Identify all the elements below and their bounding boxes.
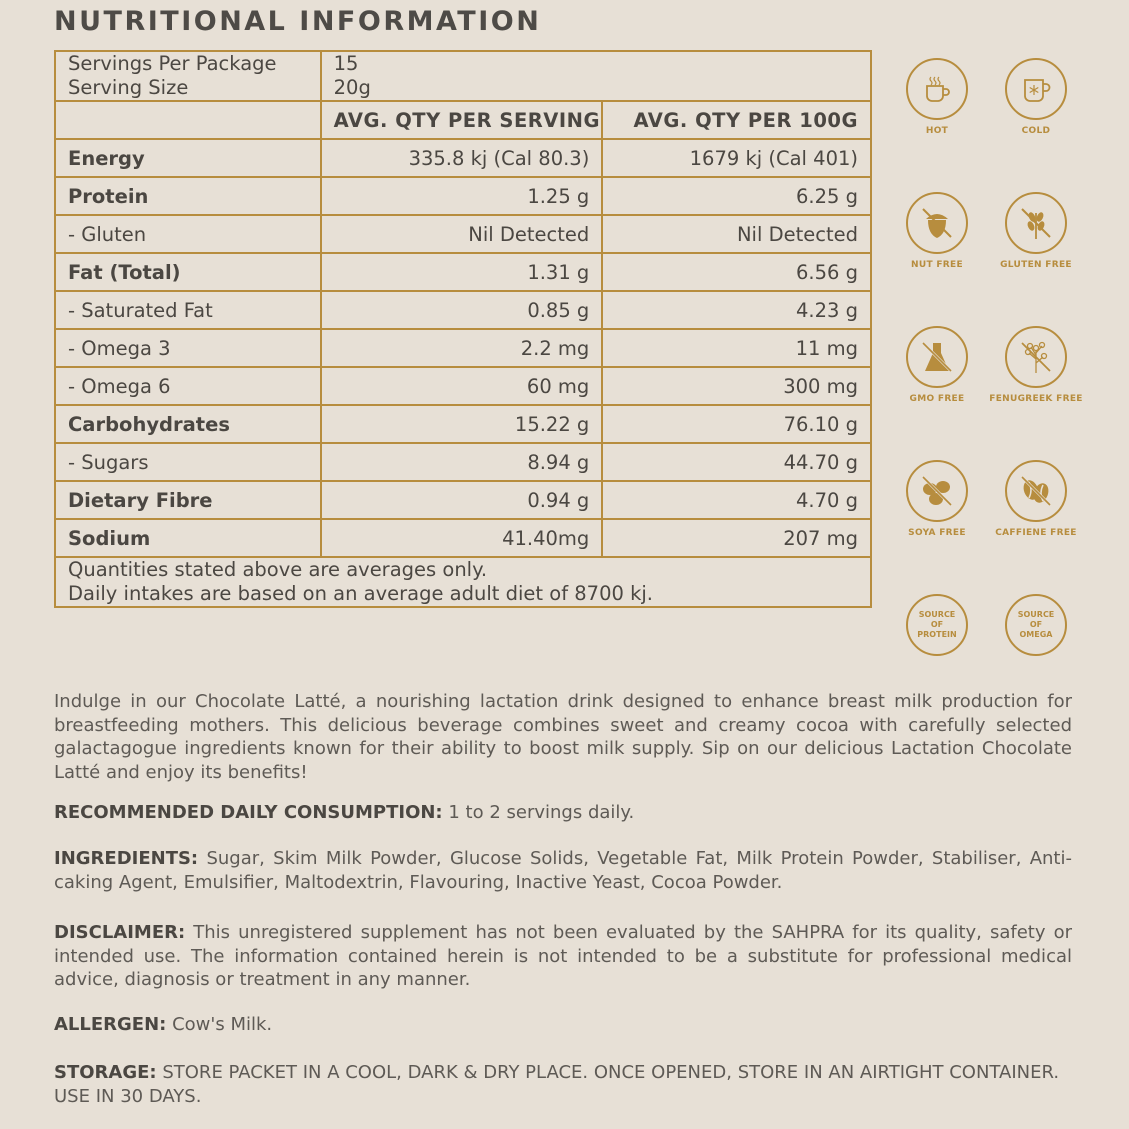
allergen-text: Cow's Milk. [172,1014,273,1035]
servings-labels [55,51,321,101]
soya-free-label: SOYA FREE [908,528,966,538]
source-of-omega-text: SOURCE OF OMEGA [1017,610,1055,639]
page-title: NUTRITIONAL INFORMATION [54,6,542,37]
footnote-row [55,557,871,607]
nutrient-per-100g: 4.70 g [602,481,871,519]
nutrient-per-serving: 15.22 g [321,405,603,443]
nutrient-name: - Omega 6 [55,367,321,405]
nutrient-name: - Omega 3 [55,329,321,367]
caffeine-free-icon [1005,460,1067,522]
nutrient-row [55,367,871,405]
nutrient-per-100g: 76.10 g [602,405,871,443]
source-of-protein-icon [906,594,968,656]
disclaimer-text: This unregistered supplement has not been evaluated by the SAHPRA for its quality, safety or intended use. The information contained herein is not intended to be a substitute for professional medical advice, diagnosis or treatment in any manner. [54,922,1072,990]
storage-text: STORE PACKET IN A COOL, DARK & DRY PLACE. ONCE OPENED, STORE IN AN AIRTIGHT CONTAINER. USE IN 30 DAYS. [54,1062,1060,1107]
serving-size-value: 20g [333,76,371,99]
storage-section [54,1061,1072,1108]
nutrient-row [55,519,871,557]
source-of-protein-text: SOURCE OF PROTEIN [917,610,957,639]
serving-size-label: Serving Size [68,76,189,99]
fenugreek-free-icon [1005,326,1067,388]
nut-free-icon [906,192,968,254]
nutrient-name: - Saturated Fat [55,291,321,329]
nutrient-row [55,443,871,481]
source-of-protein-badge [887,594,987,656]
nutrient-row [55,253,871,291]
nutrient-name: Energy [55,139,321,177]
nutrient-per-serving: 8.94 g [321,443,603,481]
footnote-averages: Quantities stated above are averages only. [68,558,488,581]
gmo-free-badge [887,326,987,404]
gluten-free-badge [986,192,1086,270]
nutrient-per-serving: 2.2 mg [321,329,603,367]
nut-free-label: NUT FREE [911,260,963,270]
nutrient-rows [55,139,871,557]
nutrient-name: - Gluten [55,215,321,253]
nutrient-per-100g: 300 mg [602,367,871,405]
column-header-row [55,101,871,139]
nutrient-per-100g: Nil Detected [602,215,871,253]
footnote-daily-intake: Daily intakes are based on an average adult diet of 8700 kj. [68,582,653,605]
source-of-omega-icon [1005,594,1067,656]
nutrient-per-100g: 4.23 g [602,291,871,329]
nutrient-per-100g: 6.25 g [602,177,871,215]
gluten-free-icon [1005,192,1067,254]
header-per-100g: AVG. QTY PER 100G [602,101,871,139]
nutrient-name: Carbohydrates [55,405,321,443]
gmo-free-icon [906,326,968,388]
header-per-serving: AVG. QTY PER SERVING [321,101,603,139]
nut-free-badge [887,192,987,270]
nutrient-per-100g: 6.56 g [602,253,871,291]
caffeine-free-label: CAFFIENE FREE [995,528,1077,538]
storage-label: STORAGE: [54,1062,157,1083]
product-description: Indulge in our Chocolate Latté, a nourishing lactation drink designed to enhance breast milk production for breastfeeding mothers. This delicious beverage combines sweet and creamy cocoa with carefully selected galactagogue ingredients known for their ability to boost milk supply. Sip on our delicious Lactation Chocolate Latté and enjoy its benefits! [54,691,1072,783]
nutrient-name: Dietary Fibre [55,481,321,519]
nutrition-table [54,50,872,608]
fenugreek-free-label: FENUGREEK FREE [989,394,1083,404]
nutrient-per-100g: 44.70 g [602,443,871,481]
servings-value: 15 [333,52,359,75]
nutrient-per-serving: 60 mg [321,367,603,405]
nutrient-per-serving: 0.85 g [321,291,603,329]
gmo-free-label: GMO FREE [909,394,965,404]
disclaimer-section [54,921,1072,992]
hot-badge [887,58,987,136]
nutrient-name: - Sugars [55,443,321,481]
nutrient-name: Sodium [55,519,321,557]
feature-icons [896,58,1086,668]
gluten-free-label: GLUTEN FREE [1000,260,1072,270]
nutrient-per-serving: 0.94 g [321,481,603,519]
nutrient-per-100g: 207 mg [602,519,871,557]
cold-badge [986,58,1086,136]
soya-free-badge [887,460,987,538]
hot-label: HOT [925,126,949,136]
cold-label: COLD [1021,126,1051,136]
cold-icon [1005,58,1067,120]
consumption-section [54,801,1072,825]
soya-free-icon [906,460,968,522]
nutrient-row [55,405,871,443]
nutrient-row [55,177,871,215]
servings-row [55,51,871,101]
nutrient-row [55,139,871,177]
consumption-text: 1 to 2 servings daily. [448,802,635,823]
hot-icon [906,58,968,120]
nutrient-row [55,291,871,329]
nutrient-row [55,215,871,253]
consumption-label: RECOMMENDED DAILY CONSUMPTION: [54,802,443,823]
source-of-omega-badge [986,594,1086,656]
fenugreek-free-badge [986,326,1086,404]
nutrient-name: Protein [55,177,321,215]
disclaimer-label: DISCLAIMER: [54,922,186,943]
ingredients-section [54,847,1072,894]
nutrient-per-serving: 335.8 kj (Cal 80.3) [321,139,603,177]
nutrient-row [55,329,871,367]
nutrient-per-serving: 1.25 g [321,177,603,215]
allergen-label: ALLERGEN: [54,1014,167,1035]
ingredients-text: Sugar, Skim Milk Powder, Glucose Solids, Vegetable Fat, Milk Protein Powder, Stabiliser, Anti-caking Agent, Emulsifier, Maltodextrin, Flavouring, Inactive Yeast, Cocoa Powder. [54,848,1072,893]
nutrient-per-serving: 41.40mg [321,519,603,557]
nutrient-per-100g: 11 mg [602,329,871,367]
allergen-section [54,1013,1072,1037]
nutrient-row [55,481,871,519]
nutrient-name: Fat (Total) [55,253,321,291]
nutrient-per-serving: Nil Detected [321,215,603,253]
ingredients-label: INGREDIENTS: [54,848,199,869]
footnote-cell [55,557,871,607]
caffeine-free-badge [986,460,1086,538]
servings-values [321,51,871,101]
servings-label: Servings Per Package [68,52,277,75]
nutrient-per-100g: 1679 kj (Cal 401) [602,139,871,177]
header-empty-cell [55,101,321,139]
nutrient-per-serving: 1.31 g [321,253,603,291]
